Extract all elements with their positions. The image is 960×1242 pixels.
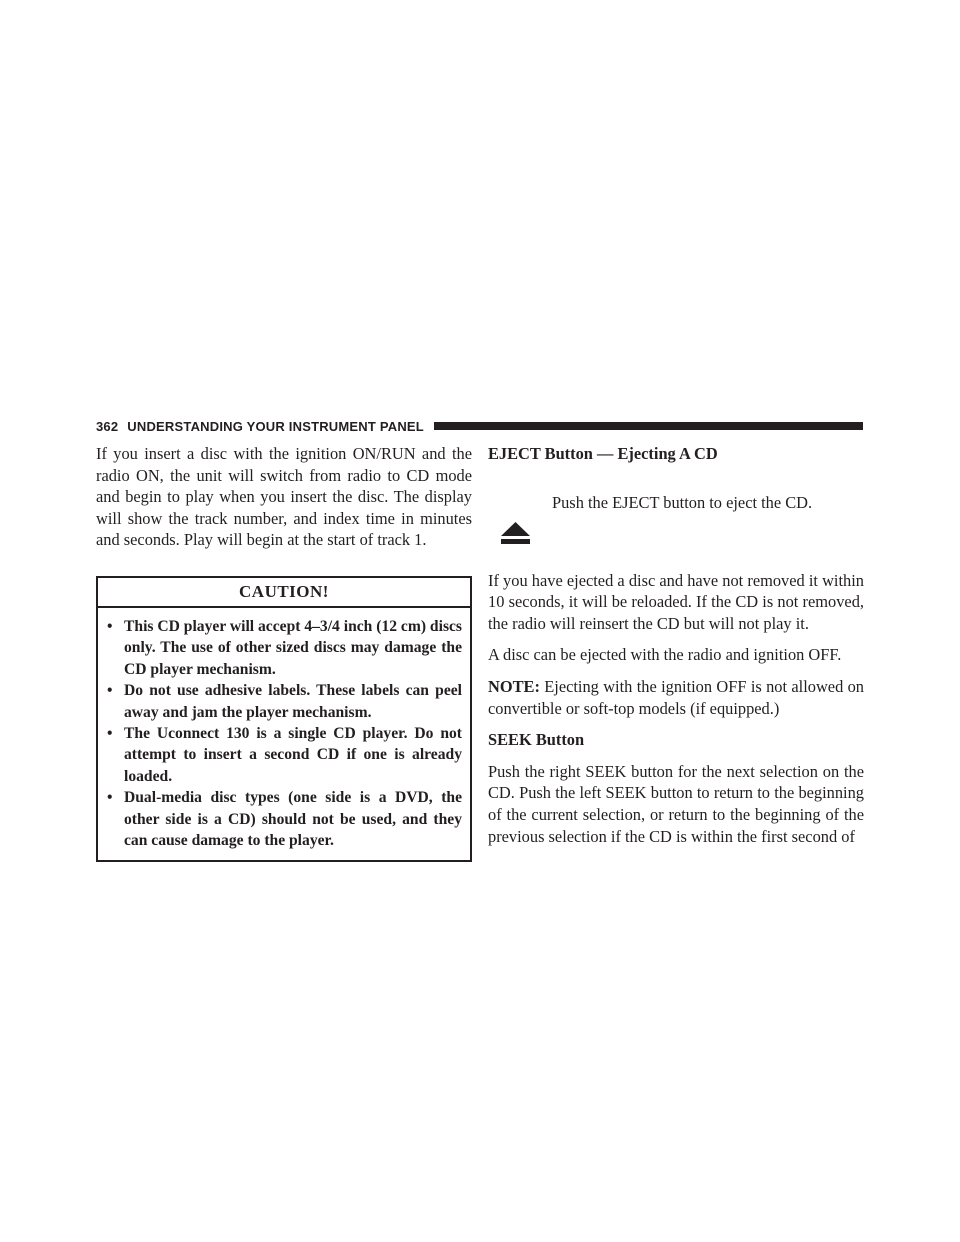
- caution-item: [106, 680, 462, 723]
- caution-item: [106, 616, 462, 680]
- bullet: •: [107, 725, 113, 742]
- eject-ignition-paragraph: A disc can be ejected with the radio and ignition OFF.: [488, 645, 842, 665]
- bullet: •: [107, 682, 113, 700]
- caution-item-text: This CD player will accept 4–3/4 inch (12 cm) discs only. The use of other sized discs may damage the CD player mechanism.: [124, 617, 462, 678]
- caution-item: [106, 723, 462, 787]
- note-text: Ejecting with the ignition OFF is not allowed on convertible or soft-top models (if equipped.): [488, 676, 864, 718]
- caution-item-text: The Uconnect 130 is a single CD player. Do not attempt to insert a second CD if one is already loaded.: [124, 725, 462, 785]
- header-rule: [434, 422, 863, 430]
- eject-row: [488, 465, 864, 545]
- caution-box: [96, 576, 472, 862]
- note-paragraph: [488, 676, 864, 719]
- note-label: NOTE:: [488, 676, 540, 696]
- intro-paragraph: If you insert a disc with the ignition ON/RUN and the radio ON, the unit will switch from radio to CD mode and begin to play when you insert the disc. The display will show the track number, and index time in minutes and seconds. Play will begin at the start of track 1.: [96, 444, 472, 550]
- eject-heading: EJECT Button — Ejecting A CD: [488, 444, 718, 463]
- caution-item: [106, 787, 462, 851]
- caution-item-text: Do not use adhesive labels. These labels can peel away and jam the player mechanism.: [124, 682, 462, 721]
- seek-heading: SEEK Button: [488, 730, 585, 750]
- bullet: •: [107, 617, 113, 635]
- right-column: [488, 443, 864, 847]
- eject-icon: [501, 522, 530, 544]
- page-header: [96, 417, 863, 435]
- caution-title: CAUTION!: [98, 578, 470, 608]
- page-number: 362: [96, 418, 119, 434]
- caution-item-text: Dual-media disc types (one side is a DVD, the other side is a CD) should not be used, and they can cause damage to the player.: [124, 789, 462, 850]
- eject-instruction: Push the EJECT button to eject the CD.: [552, 492, 813, 512]
- caution-list: [98, 608, 470, 860]
- seek-paragraph: Push the right SEEK button for the next selection on the CD. Push the left SEEK button to return to the beginning of the current selection, or return to the beginning of the previous selection if the CD is within the first second of: [488, 761, 864, 846]
- section-title: UNDERSTANDING YOUR INSTRUMENT PANEL: [127, 418, 424, 434]
- left-column: [96, 443, 472, 862]
- eject-reload-paragraph: If you have ejected a disc and have not removed it within 10 seconds, it will be reloaded. If the CD is not removed, the radio will reinsert the CD but will not play it.: [488, 570, 864, 633]
- bullet: •: [107, 789, 113, 807]
